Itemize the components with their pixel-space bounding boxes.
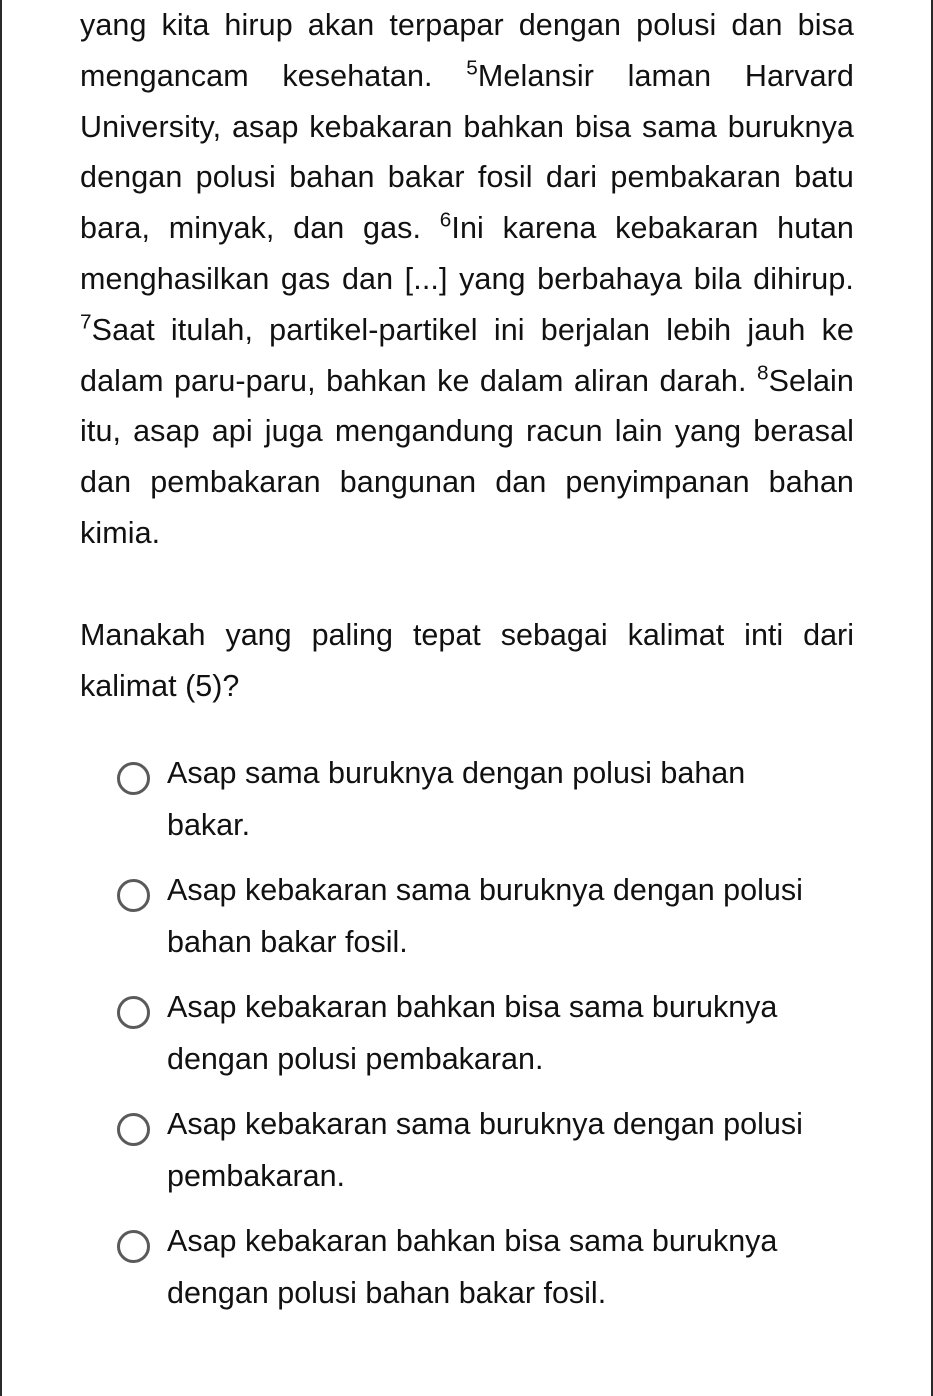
sentence-6: Ini karena kebakaran hutan menghasilkan gas dan [...] yang berbahaya bila dihirup. (80, 211, 854, 296)
option-a[interactable] (113, 754, 833, 862)
option-b[interactable] (113, 871, 833, 979)
radio-button[interactable] (117, 879, 150, 912)
page-left-edge (0, 0, 2, 1396)
radio-button[interactable] (117, 1113, 150, 1146)
option-label: Asap kebakaran bahkan bisa sama buruknya dengan polusi bahan bakar fosil. (167, 1224, 778, 1310)
option-label: Asap kebakaran sama buruknya dengan polusi pembakaran. (167, 1107, 803, 1193)
sentence-number-6: 6 (439, 208, 452, 232)
sentence-7: Saat itulah, partikel-partikel ini berjalan lebih jauh ke dalam paru-paru, bahkan ke dalam aliran darah. (80, 312, 854, 398)
reading-passage (80, 0, 854, 559)
radio-button[interactable] (117, 996, 150, 1029)
sentence-8: Selain itu, asap api juga mengandung racun lain yang berasal dan pembakaran bangunan dan penyimpanan bahan kimia. (80, 363, 854, 550)
option-label: Asap sama buruknya dengan polusi bahan bakar. (167, 756, 746, 842)
sentence-number-5: 5 (466, 56, 478, 80)
radio-button[interactable] (117, 762, 150, 795)
question-text: Manakah yang paling tepat sebagai kalimat inti dari kalimat (5)? (80, 618, 854, 703)
sentence-5: Melansir laman Harvard University, asap kebakaran bahkan bisa sama buruknya dengan polusi bahan bakar fosil dari pembakaran batu bara, minyak, dan gas. (80, 58, 854, 246)
option-label: Asap kebakaran bahkan bisa sama buruknya dengan polusi pembakaran. (167, 990, 778, 1076)
sentence-number-7: 7 (80, 310, 92, 334)
option-label: Asap kebakaran sama buruknya dengan polusi bahan bakar fosil. (167, 873, 803, 959)
radio-button[interactable] (117, 1230, 150, 1263)
option-e[interactable] (113, 1222, 833, 1382)
option-d[interactable] (113, 1105, 833, 1213)
option-c[interactable] (113, 988, 833, 1096)
sentence-number-8: 8 (756, 361, 769, 385)
answer-options (113, 754, 833, 1391)
passage-intro: yang kita hirup akan terpapar dengan polusi dan bisa mengancam kesehatan. (80, 8, 854, 93)
